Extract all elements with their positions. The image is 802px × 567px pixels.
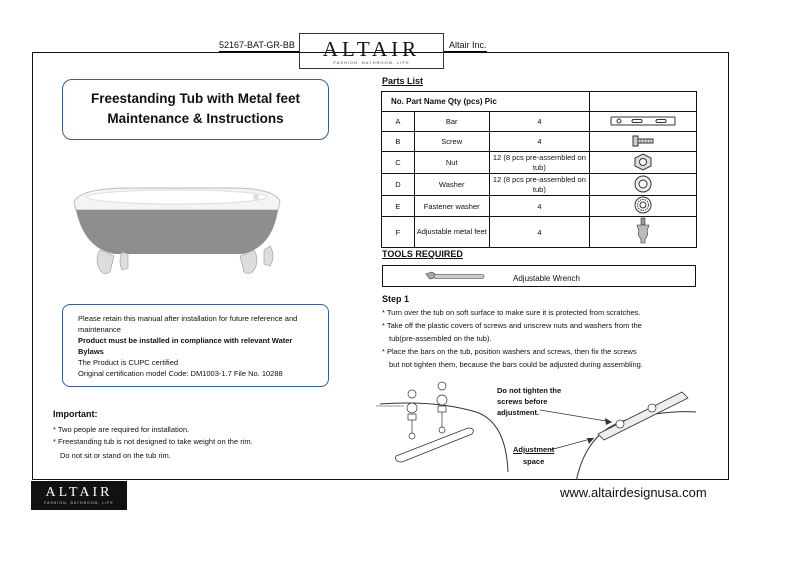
part-no: A	[382, 112, 415, 132]
part-name: Bar	[414, 112, 489, 132]
tighten-note: adjustment.	[497, 408, 540, 417]
part-no: B	[382, 132, 415, 152]
title-line-2: Maintenance & Instructions	[107, 111, 284, 126]
table-row	[382, 217, 697, 248]
table-row	[382, 112, 697, 132]
part-name: Screw	[414, 132, 489, 152]
footer-logo	[31, 481, 127, 510]
fastener-washer-icon	[590, 196, 697, 217]
washer-icon	[590, 174, 697, 196]
important-item: Do not sit or stand on the tub rim.	[60, 451, 171, 460]
important-item: * Two people are required for installation.	[53, 425, 190, 434]
table-row	[382, 132, 697, 152]
part-qty: 4	[489, 217, 590, 248]
part-qty: 4	[489, 196, 590, 217]
title-box	[62, 79, 329, 140]
retain-line-4: Original certification model Code: DM1003-1.7 File No. 10288	[78, 369, 283, 378]
nut-icon	[590, 152, 697, 174]
website-url: www.altairdesignusa.com	[560, 485, 707, 500]
table-row	[382, 174, 697, 196]
logo-name: ALTAIR	[322, 37, 421, 61]
bathtub-illustration	[70, 180, 285, 280]
step-1-line: * Turn over the tub on soft surface to make sure it is protected from scratches.	[382, 308, 641, 317]
part-name: Adjustable metal feet	[414, 217, 489, 248]
retain-line-3: The Product is CUPC certified	[78, 358, 179, 367]
part-name: Fastener washer	[414, 196, 489, 217]
wrench-icon	[424, 270, 486, 284]
retain-line-2: maintenance	[78, 325, 121, 334]
tools-heading: TOOLS REQUIRED	[382, 249, 463, 259]
table-header-row	[382, 92, 697, 112]
step-1-line: * Take off the plastic covers of screws and unscrew nuts and washers from the	[382, 321, 642, 330]
part-qty: 12 (8 pcs pre-assembled on tub)	[489, 174, 590, 196]
part-qty: 4	[489, 132, 590, 152]
parts-table	[381, 91, 697, 248]
part-no: C	[382, 152, 415, 174]
tighten-note: screws before	[497, 397, 548, 406]
tool-name: Adjustable Wrench	[513, 274, 580, 283]
step-1-line: but not tighten them, because the bars could be adjusted during assembling.	[389, 360, 643, 369]
retain-notice	[62, 304, 329, 387]
tighten-note: Do not tighten the	[497, 386, 562, 395]
title-line-1: Freestanding Tub with Metal feet	[90, 91, 300, 106]
important-heading: Important:	[53, 409, 98, 419]
step-1-heading: Step 1	[382, 294, 410, 304]
part-name: Washer	[414, 174, 489, 196]
logo-tagline: FASHION, BATHROOM, LIFE	[44, 501, 114, 505]
part-name: Nut	[414, 152, 489, 174]
part-no: F	[382, 217, 415, 248]
bar-icon	[590, 112, 697, 132]
retain-line-1: Please retain this manual after installation for future reference and	[78, 314, 298, 323]
metal-foot-icon	[590, 217, 697, 248]
table-header-pic	[590, 92, 697, 112]
logo-tagline: FASHION, BATHROOM, LIFE	[333, 60, 410, 65]
part-no: E	[382, 196, 415, 217]
step-1-line: * Place the bars on the tub, position washers and screws, then fix the screws	[382, 347, 637, 356]
parts-list-heading: Parts List	[382, 76, 424, 86]
logo-name: ALTAIR	[45, 485, 113, 500]
adjustment-note: Adjustment	[513, 445, 555, 454]
retain-bold-1: Product must be installed in compliance with relevant Water	[78, 336, 293, 345]
company-name: Altair Inc.	[449, 40, 487, 50]
part-qty: 4	[489, 112, 590, 132]
step-1-line: tub(pre-assembled on the tub).	[389, 334, 492, 343]
adjustment-note: space	[523, 457, 545, 466]
important-item: * Freestanding tub is not designed to take weight on the rim.	[53, 437, 253, 446]
screw-icon	[590, 132, 697, 152]
product-code: 52167-BAT-GR-BB	[219, 40, 295, 50]
table-header: No. Part Name Qty (pcs) Pic	[382, 92, 590, 112]
part-qty: 12 (8 pcs pre-assembled on tub)	[489, 152, 590, 174]
table-row	[382, 196, 697, 217]
retain-bold-2: Bylaws	[78, 347, 104, 356]
table-row	[382, 152, 697, 174]
part-no: D	[382, 174, 415, 196]
